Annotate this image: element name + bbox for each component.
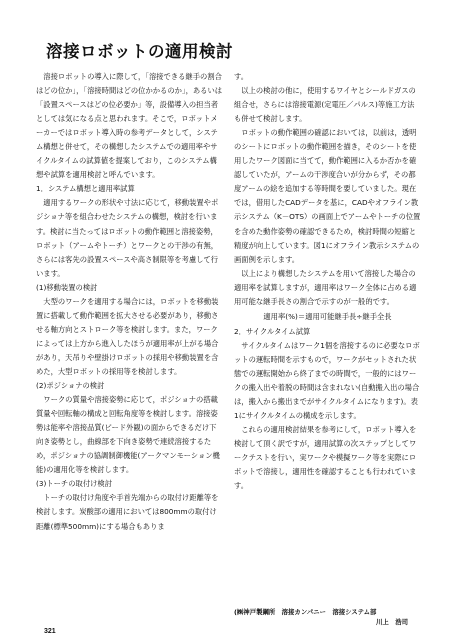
application-rate-formula: 適用率(%)＝適用可能継手長÷継手全長 (263, 311, 392, 321)
subheading-moving-device: (1)移動装置の検討 (36, 282, 98, 292)
left-column (36, 70, 223, 534)
application-rate-paragraph: 以上により構想したシステムを用いて溶接した場合の適用率を試算しますが，適用率はワーク全体に占める適用可能な継手長さの割合で示すのが一般的です。 (234, 268, 417, 306)
page-number: 321 (44, 628, 56, 635)
section-heading-1: 1．システム構想と適用率試算 (36, 184, 135, 194)
moving-device-paragraph: 大型のワークを適用する場合には，ロボットを移動装置に搭載して動作範囲を拡大させる必要があり，移動させる軸方向とストローク等を検討します。また，ワークによっては上方から進入したほうが適用率が上がる場合があり，天吊りや壁掛けロボットの採用や移動装置を含めた，大型ロボットの採用等を検討します。 (36, 296, 219, 376)
article-title: 溶接ロボットの適用検討 (46, 42, 233, 61)
wire-gas-paragraph: 以上の検討の他に，使用するワイヤとシールドガスの組合せ，さらには溶接電源(定電圧／パルス)等施工方法も併せて検討します。 (234, 86, 416, 124)
author-name: 川上 浩司 (376, 618, 408, 626)
cycle-time-paragraph: サイクルタイムはワーク1個を溶接するのに必要なロボットの運転時間を示すもので，ワークがセットされた状態での運転開始から終了までの時間で，一般的にはワークの搬入出や着脱の時間は含まれない(自動搬入出の場合は，搬入から搬出までがサイクルタイムになります)。表1にサイクルタイムの構成を示します。 (234, 340, 420, 421)
author-credit (234, 607, 422, 627)
positioner-paragraph: ワークの質量や溶接姿勢に応じて，ポジショナの搭載質量や回転軸の構成と回転角度等を検討します。溶接姿勢は能率や溶接品質(ビード外観)の面からできるだけ下向き姿勢とし，曲線部を下向き姿勢で連続溶接するため，ポジショナの協調制御機能(アークマンモーション機能)の適用化等を検討します。 (36, 395, 220, 475)
right-column (234, 70, 421, 493)
conclusion-paragraph: これらの適用検討結果を参考にして，ロボット導入を検討して頂く訳ですが，適用試算の次ステップとしてワークテストを行い，実ワークや模擬ワーク等を実際にロボットで溶接し，適用性を確認することも行われています。 (234, 425, 417, 491)
torch-paragraph: トーチの取付け角度や手首先端からの取付け距離等を検討します。炭酸部の適用においては800mmの取付け距離(標準500mm)にする場合もありま (36, 493, 219, 531)
continued-text: す。 (234, 72, 249, 81)
section-1-paragraph: 適用するワークの形状や寸法に応じて，移動装置やポジショナ等を組合わせたシステムの構想，検討を行います。検討に当たってはロボットの動作範囲と溶接姿勢，ロボット（アームやトーチ）とワークとの干渉の有無，さらには客先の設置スペースや高さ制限等を考慮して行います。 (36, 198, 219, 278)
intro-paragraph: 溶接ロボットの導入に際して，「溶接できる継手の割合はどの位か」，「溶接時間はどの位かかるのか」，あるいは「設置スペースはどの位必要か」等，設備導入の担当者としては気になる点と思われます。そこで，ロボットメーカーではロボット導入時の参考データとして，システム構想と併せて，その構想したシステムでの適用率やサイクルタイムの試算値を提案しており，このシステム構想や試算を適用検討と呼んでいます。 (36, 72, 223, 180)
section-heading-2: 2．サイクルタイム試算 (234, 326, 311, 336)
cad-paragraph: ロボットの動作範囲の確認においては，以前は，透明のシートにロボットの動作範囲を描き，そのシートを使用したワーク図面に当てて，動作範囲に入るか否かを確認していたが，アームの干渉度合いが分からず，その都度アームの絵を追加する等時間を要していました。現在では，借用したCADデータを基に，CADやオフライン教示システム（K－OTS）の画面上でアームやトーチの位置を含めた動作姿勢の確認できるため，検討時間の短縮と精度が向上しています。図1にオフライン教示システムの画面例を示します。 (234, 128, 421, 264)
author-organization: (㈱神戸製鋼所 溶接カンパニー 溶接システム部 (234, 608, 377, 616)
subheading-torch: (3)トーチの取付け検討 (36, 479, 113, 489)
subheading-positioner: (2)ポジショナの検討 (36, 381, 105, 391)
